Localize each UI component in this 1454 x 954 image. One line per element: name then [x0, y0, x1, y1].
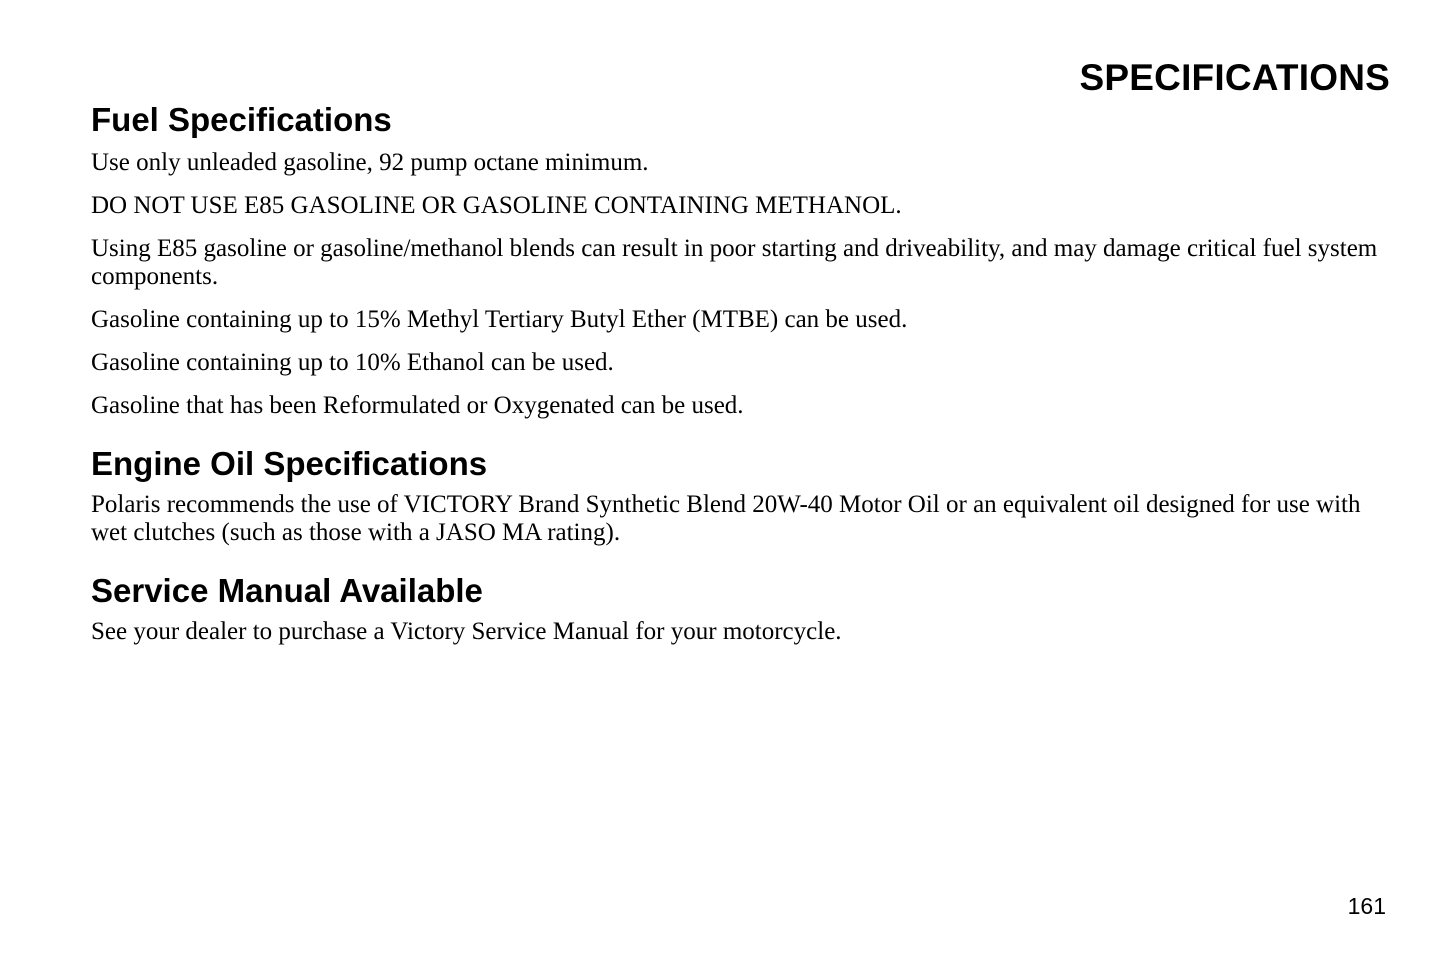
page-number: 161: [1347, 893, 1386, 919]
fuel-paragraph-octane: Use only unleaded gasoline, 92 pump octane minimum.: [91, 149, 649, 176]
fuel-paragraph-ethanol: Gasoline containing up to 10% Ethanol can be used.: [91, 349, 614, 376]
section-title-engine-oil: Engine Oil Specifications: [91, 445, 488, 482]
fuel-paragraph-mtbe: Gasoline containing up to 15% Methyl Tertiary Butyl Ether (MTBE) can be used.: [91, 306, 908, 333]
page-content: [91, 100, 1391, 646]
section-engine-oil-specifications: [91, 444, 1391, 547]
fuel-paragraph-warning: DO NOT USE E85 GASOLINE OR GASOLINE CONTAINING METHANOL.: [91, 192, 902, 219]
section-fuel-specifications: [91, 100, 1391, 420]
section-title-service-manual: Service Manual Available: [91, 572, 483, 609]
oil-paragraph-recommendation: Polaris recommends the use of VICTORY Brand Synthetic Blend 20W-40 Motor Oil or an equivalent oil designed for use with wet clutches (such as those with a JASO MA rating).: [91, 491, 1361, 546]
service-paragraph-dealer: See your dealer to purchase a Victory Service Manual for your motorcycle.: [91, 618, 842, 645]
section-title-fuel: Fuel Specifications: [91, 101, 392, 138]
fuel-paragraph-reformulated: Gasoline that has been Reformulated or Oxygenated can be used.: [91, 392, 744, 419]
section-service-manual: [91, 571, 1391, 646]
fuel-paragraph-e85: Using E85 gasoline or gasoline/methanol blends can result in poor starting and driveability, and may damage critical fuel system components.: [91, 235, 1378, 290]
page-header-title: SPECIFICATIONS: [1079, 57, 1390, 98]
